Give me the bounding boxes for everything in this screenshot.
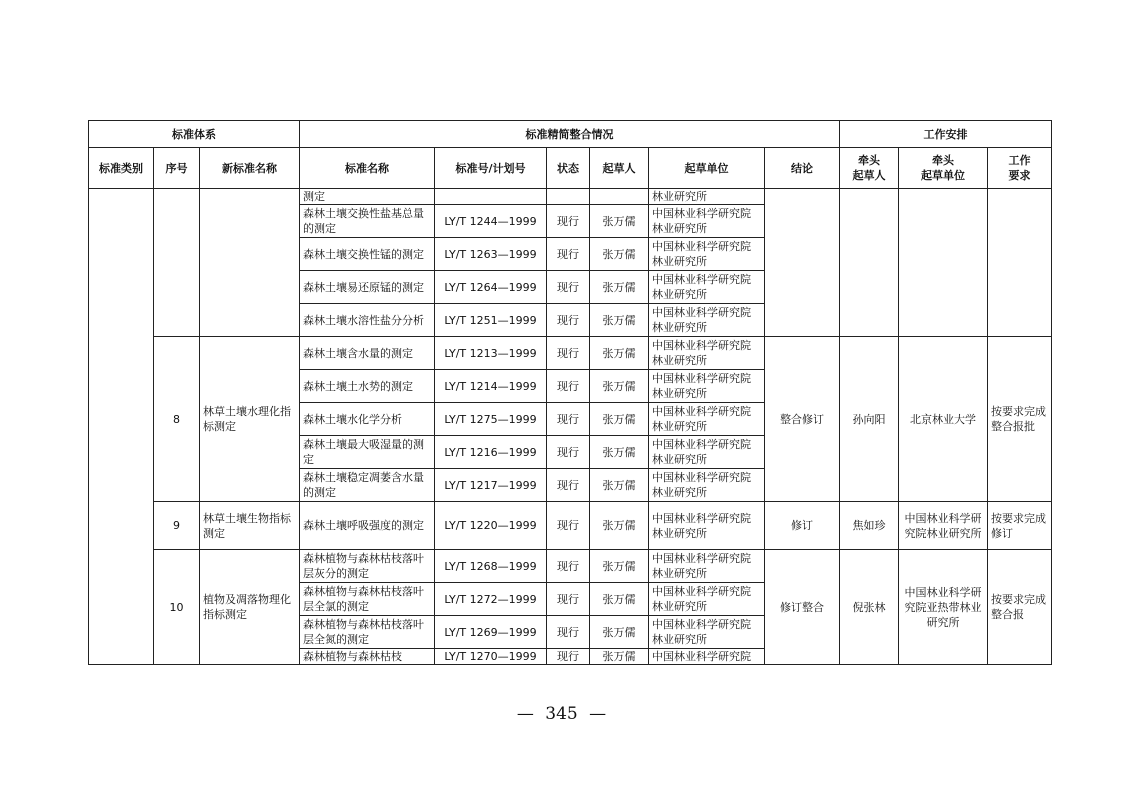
drafter-cell: 张万儒: [590, 271, 649, 304]
status-cell: 现行: [547, 502, 590, 550]
std-no-cell: LY/T 1251—1999: [435, 304, 547, 337]
drafter-cell: 张万儒: [590, 649, 649, 665]
lead-drafter-cell: 倪张林: [840, 550, 899, 665]
drafter-cell: [590, 189, 649, 205]
std-no-cell: LY/T 1220—1999: [435, 502, 547, 550]
std-name-cell: 测定: [300, 189, 435, 205]
lead-drafter-cell: 孙向阳: [840, 337, 899, 502]
drafter-cell: 张万儒: [590, 583, 649, 616]
col-header-lead-unit: 牵头 起草单位: [899, 148, 988, 189]
page-dash-right: —: [589, 704, 607, 724]
std-name-cell: 森林土壤交换性锰的测定: [300, 238, 435, 271]
seq-cell: 10: [154, 550, 200, 665]
status-cell: 现行: [547, 550, 590, 583]
table-row: [89, 189, 1052, 205]
lead-unit-cell: [899, 189, 988, 337]
new-name-cell: [200, 189, 300, 337]
std-no-cell: LY/T 1217—1999: [435, 469, 547, 502]
lead-drafter-cell: 焦如珍: [840, 502, 899, 550]
col-header-unit: 起草单位: [649, 148, 765, 189]
drafter-cell: 张万儒: [590, 616, 649, 649]
std-no-cell: LY/T 1268—1999: [435, 550, 547, 583]
col-header-status: 状态: [547, 148, 590, 189]
drafter-cell: 张万儒: [590, 550, 649, 583]
new-name-cell: 植物及凋落物理化指标测定: [200, 550, 300, 665]
col-header-requirement: 工作 要求: [988, 148, 1052, 189]
page-number: [0, 704, 1123, 724]
standards-table: [88, 120, 1052, 665]
drafter-cell: 张万儒: [590, 205, 649, 238]
unit-cell: 中国林业科学研究院林业研究所: [649, 337, 765, 370]
std-no-cell: LY/T 1270—1999: [435, 649, 547, 665]
lead-unit-cell: 北京林业大学: [899, 337, 988, 502]
conclusion-cell: [765, 189, 840, 337]
group-header-integration: 标准精简整合情况: [300, 121, 840, 148]
conclusion-cell: 整合修订: [765, 337, 840, 502]
unit-cell: 中国林业科学研究院林业研究所: [649, 304, 765, 337]
std-no-cell: LY/T 1244—1999: [435, 205, 547, 238]
drafter-cell: 张万儒: [590, 502, 649, 550]
drafter-cell: 张万儒: [590, 337, 649, 370]
col-header-std-no: 标准号/计划号: [435, 148, 547, 189]
status-cell: 现行: [547, 271, 590, 304]
group-header-system: 标准体系: [89, 121, 300, 148]
std-name-cell: 森林植物与森林枯枝落叶层全氮的测定: [300, 616, 435, 649]
requirement-cell: [988, 189, 1052, 337]
std-name-cell: 森林植物与森林枯枝落叶层灰分的测定: [300, 550, 435, 583]
unit-cell: 中国林业科学研究院林业研究所: [649, 436, 765, 469]
table-row: [89, 502, 1052, 550]
col-header-drafter: 起草人: [590, 148, 649, 189]
lead-unit-cell: 中国林业科学研究院亚热带林业研究所: [899, 550, 988, 665]
std-no-cell: LY/T 1263—1999: [435, 238, 547, 271]
std-name-cell: 森林土壤稳定凋萎含水量的测定: [300, 469, 435, 502]
std-name-cell: 森林土壤易还原锰的测定: [300, 271, 435, 304]
unit-cell: 中国林业科学研究院林业研究所: [649, 550, 765, 583]
unit-cell: 中国林业科学研究院: [649, 649, 765, 665]
std-no-cell: LY/T 1216—1999: [435, 436, 547, 469]
seq-cell: 9: [154, 502, 200, 550]
status-cell: 现行: [547, 205, 590, 238]
std-name-cell: 森林土壤交换性盐基总量的测定: [300, 205, 435, 238]
lead-drafter-cell: [840, 189, 899, 337]
unit-cell: 中国林业科学研究院林业研究所: [649, 370, 765, 403]
conclusion-cell: 修订整合: [765, 550, 840, 665]
unit-cell: 中国林业科学研究院林业研究所: [649, 583, 765, 616]
unit-cell: 林业研究所: [649, 189, 765, 205]
status-cell: 现行: [547, 583, 590, 616]
requirement-cell: 按要求完成整合报批: [988, 337, 1052, 502]
status-cell: [547, 189, 590, 205]
status-cell: 现行: [547, 616, 590, 649]
status-cell: 现行: [547, 238, 590, 271]
status-cell: 现行: [547, 649, 590, 665]
std-name-cell: 森林土壤水化学分析: [300, 403, 435, 436]
std-no-cell: LY/T 1272—1999: [435, 583, 547, 616]
std-no-cell: LY/T 1269—1999: [435, 616, 547, 649]
seq-cell: [154, 189, 200, 337]
col-header-std-name: 标准名称: [300, 148, 435, 189]
unit-cell: 中国林业科学研究院林业研究所: [649, 616, 765, 649]
std-no-cell: LY/T 1213—1999: [435, 337, 547, 370]
std-name-cell: 森林植物与森林枯枝: [300, 649, 435, 665]
std-no-cell: [435, 189, 547, 205]
status-cell: 现行: [547, 304, 590, 337]
std-name-cell: 森林土壤含水量的测定: [300, 337, 435, 370]
col-header-seq: 序号: [154, 148, 200, 189]
std-name-cell: 森林土壤土水势的测定: [300, 370, 435, 403]
drafter-cell: 张万儒: [590, 304, 649, 337]
unit-cell: 中国林业科学研究院林业研究所: [649, 205, 765, 238]
drafter-cell: 张万儒: [590, 469, 649, 502]
std-name-cell: 森林土壤最大吸湿量的测定: [300, 436, 435, 469]
std-name-cell: 森林植物与森林枯枝落叶层全氯的测定: [300, 583, 435, 616]
col-header-conclusion: 结论: [765, 148, 840, 189]
drafter-cell: 张万儒: [590, 238, 649, 271]
conclusion-cell: 修订: [765, 502, 840, 550]
status-cell: 现行: [547, 403, 590, 436]
requirement-cell: 按要求完成修订: [988, 502, 1052, 550]
requirement-cell: 按要求完成整合报: [988, 550, 1052, 665]
status-cell: 现行: [547, 436, 590, 469]
drafter-cell: 张万儒: [590, 436, 649, 469]
group-header-work: 工作安排: [840, 121, 1052, 148]
page-dash-left: —: [516, 704, 534, 724]
col-header-new-name: 新标准名称: [200, 148, 300, 189]
table-row: [89, 550, 1052, 583]
std-no-cell: LY/T 1264—1999: [435, 271, 547, 304]
status-cell: 现行: [547, 370, 590, 403]
col-header-category: 标准类别: [89, 148, 154, 189]
std-no-cell: LY/T 1275—1999: [435, 403, 547, 436]
table-row: [89, 337, 1052, 370]
status-cell: 现行: [547, 337, 590, 370]
seq-cell: 8: [154, 337, 200, 502]
unit-cell: 中国林业科学研究院林业研究所: [649, 502, 765, 550]
std-no-cell: LY/T 1214—1999: [435, 370, 547, 403]
std-name-cell: 森林土壤呼吸强度的测定: [300, 502, 435, 550]
unit-cell: 中国林业科学研究院林业研究所: [649, 469, 765, 502]
drafter-cell: 张万儒: [590, 403, 649, 436]
drafter-cell: 张万儒: [590, 370, 649, 403]
unit-cell: 中国林业科学研究院林业研究所: [649, 403, 765, 436]
std-name-cell: 森林土壤水溶性盐分分析: [300, 304, 435, 337]
lead-unit-cell: 中国林业科学研究院林业研究所: [899, 502, 988, 550]
new-name-cell: 林草土壤水理化指标测定: [200, 337, 300, 502]
unit-cell: 中国林业科学研究院林业研究所: [649, 238, 765, 271]
col-header-lead-drafter: 牵头 起草人: [840, 148, 899, 189]
category-cell: [89, 189, 154, 665]
page-number-text: 345: [545, 704, 578, 724]
status-cell: 现行: [547, 469, 590, 502]
unit-cell: 中国林业科学研究院林业研究所: [649, 271, 765, 304]
new-name-cell: 林草土壤生物指标测定: [200, 502, 300, 550]
